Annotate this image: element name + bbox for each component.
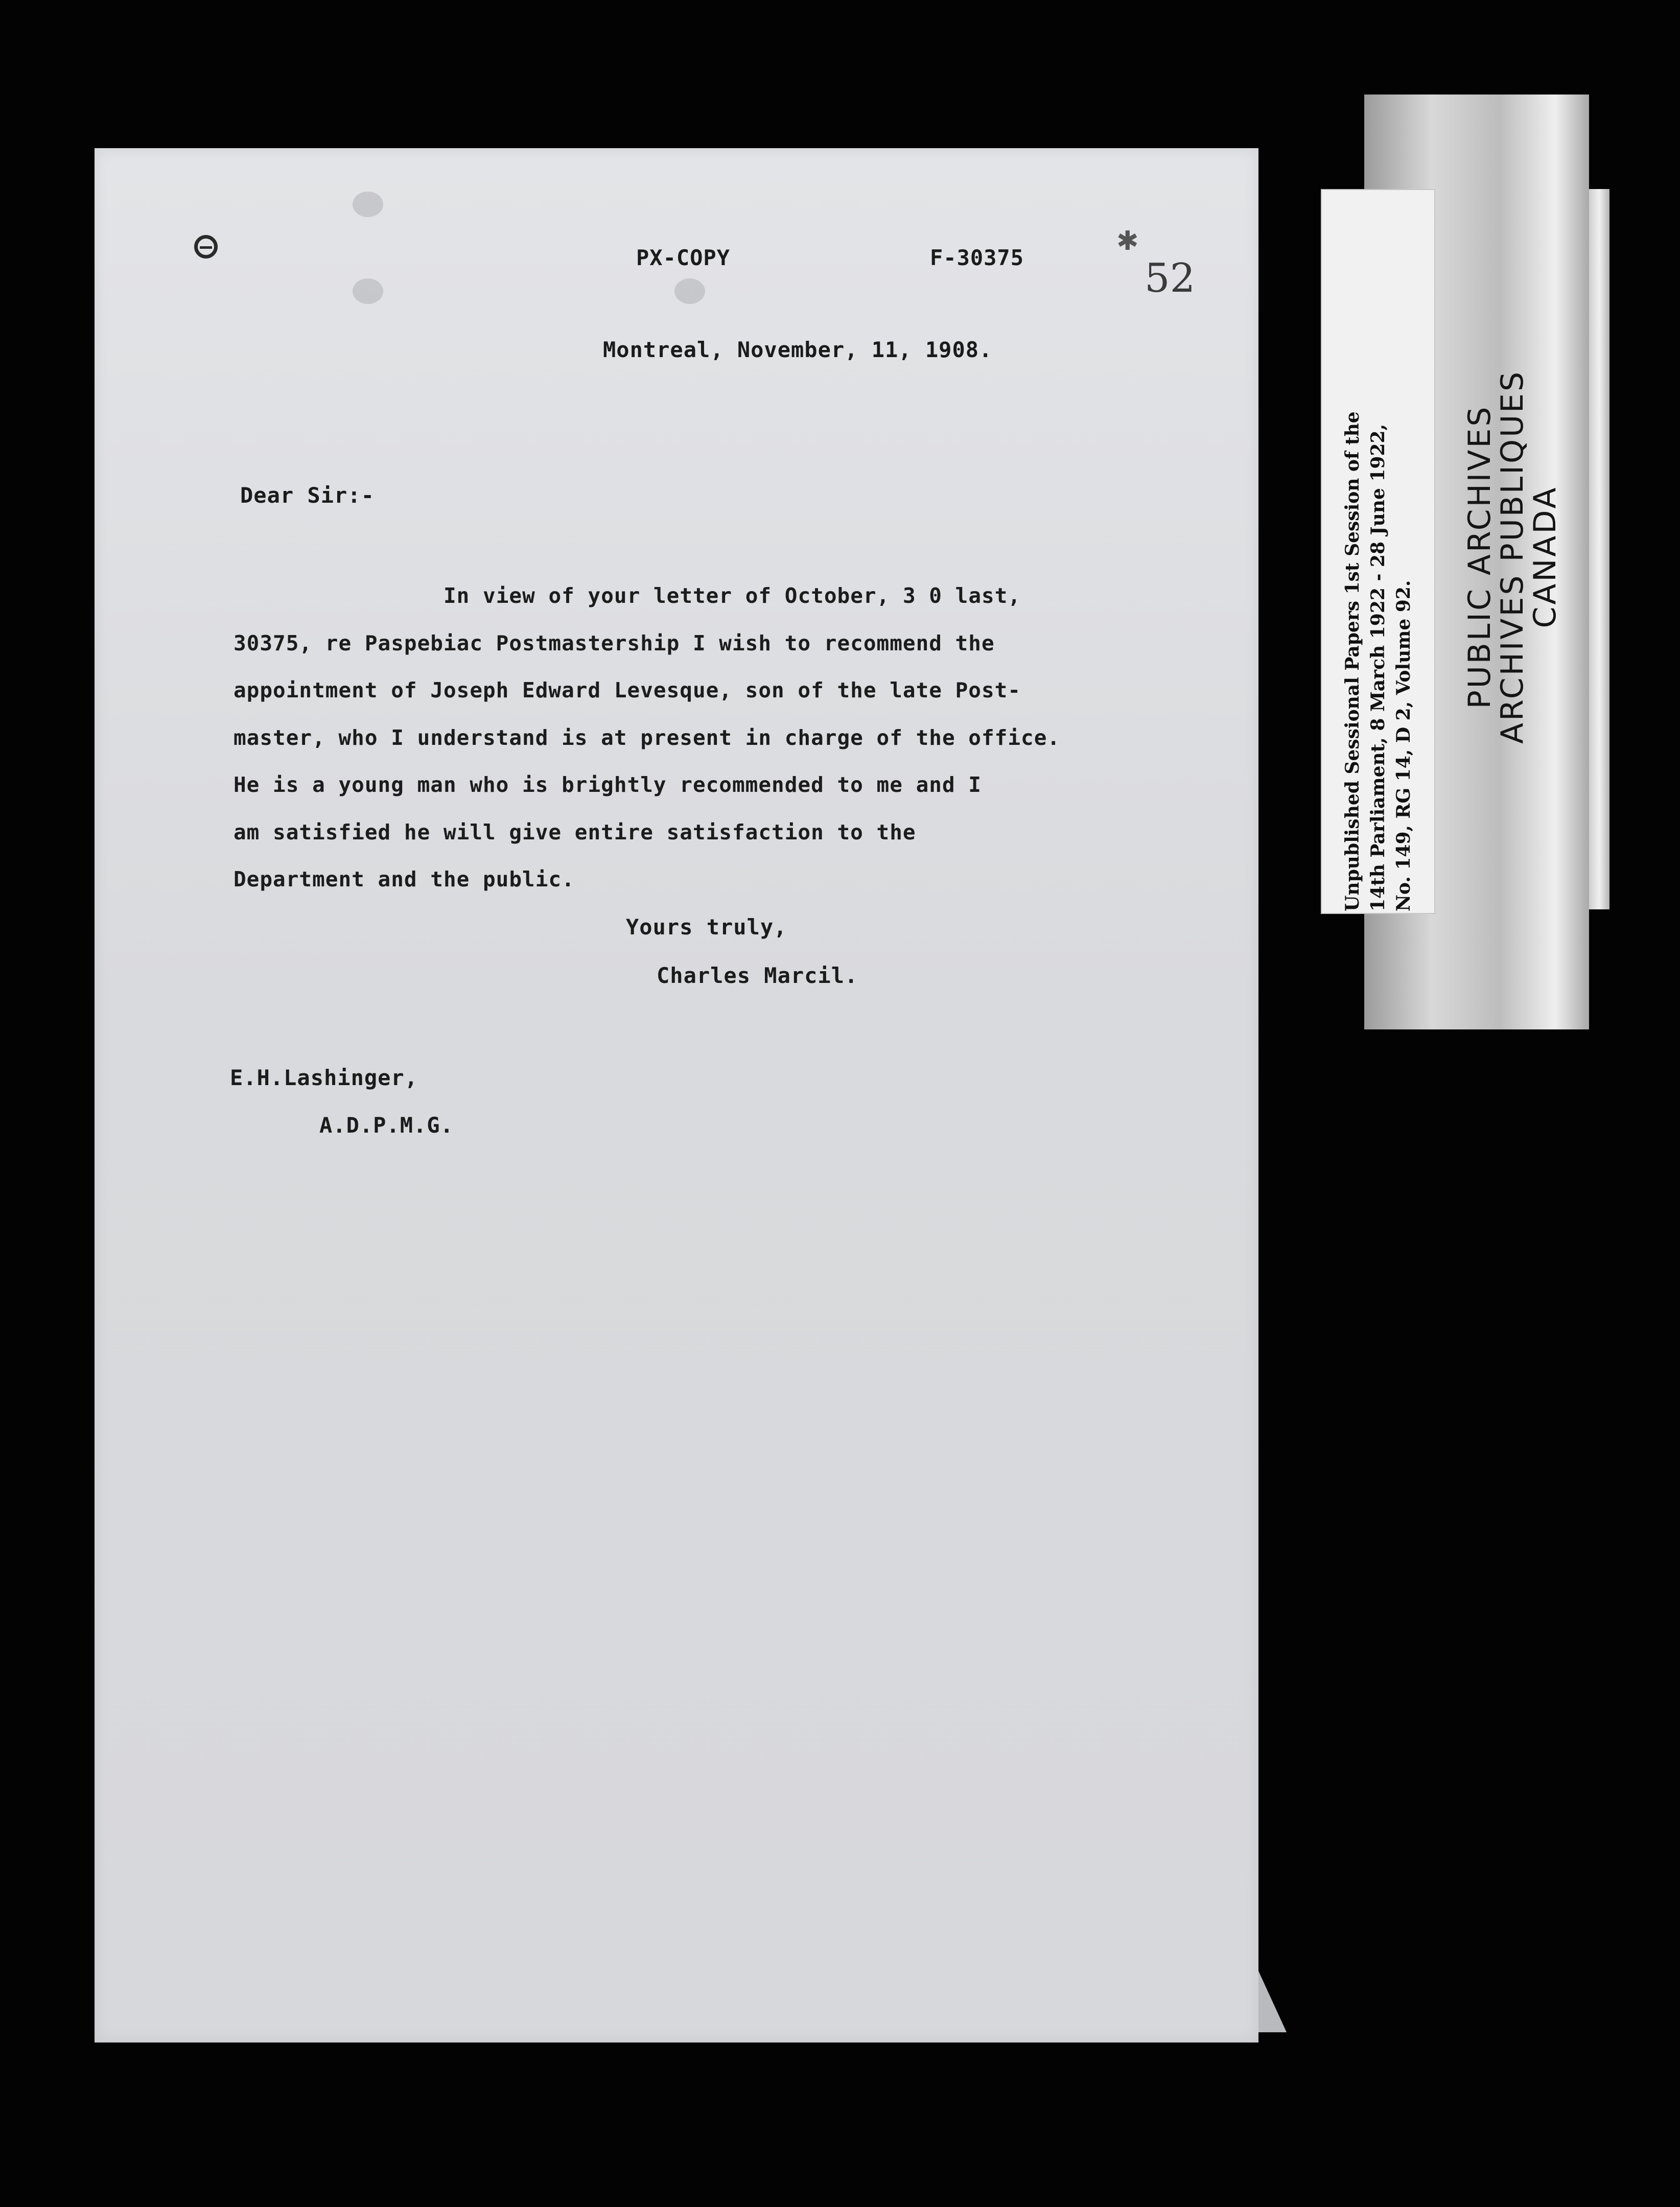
file-number: F-30375 [930,245,1024,270]
archive-folder-edge [1589,189,1609,909]
paper-stain [353,278,383,304]
body-line-2: 30375, re Paspebiac Postmastership I wish to recommend the [234,631,995,655]
letter-page [95,148,1258,2042]
copy-label: PX-COPY [636,245,731,270]
archive-tag-line-1: Unpublished Sessional Papers 1st Session of the [1342,411,1363,911]
archive-tag [1321,189,1435,914]
paper-stain [674,278,705,304]
stamp-mark-icon: ✱ [1116,226,1139,256]
addressee-name: E.H.Lashinger, [230,1065,418,1090]
archive-tag-line-3: No. 149, RG 14, D 2, Volume 92. [1393,580,1414,911]
body-line-7: Department and the public. [234,867,575,891]
archive-label [1463,347,1561,766]
salutation: Dear Sir:- [240,483,375,508]
archive-label-line-3: CANADA [1527,485,1563,628]
signature: Charles Marcil. [657,963,858,988]
closing: Yours truly, [626,914,787,940]
page-number: 52 [1145,255,1196,301]
archive-tag-line-2: 14th Parliament, 8 March 1922 - 28 June 1922, [1367,424,1389,911]
archive-label-line-2: ARCHIVES PUBLIQUES [1495,369,1530,744]
body-line-1: In view of your letter of October, 3 0 last, [444,583,1021,608]
body-line-5: He is a young man who is brightly recommended to me and I [234,772,982,797]
body-line-6: am satisfied he will give entire satisfaction to the [234,820,916,844]
addressee-title: A.D.P.M.G. [319,1113,454,1138]
archive-label-line-1: PUBLIC ARCHIVES [1462,405,1498,709]
body-line-3: appointment of Joseph Edward Levesque, son of the late Post- [234,678,1021,702]
body-line-4: master, who I understand is at present in charge of the office. [234,725,1061,750]
archive-tag-text [1340,191,1416,911]
date-line: Montreal, November, 11, 1908. [603,337,993,362]
page-fold [1258,1971,1287,2032]
punch-hole-icon [194,235,218,259]
paper-stain [353,192,383,217]
